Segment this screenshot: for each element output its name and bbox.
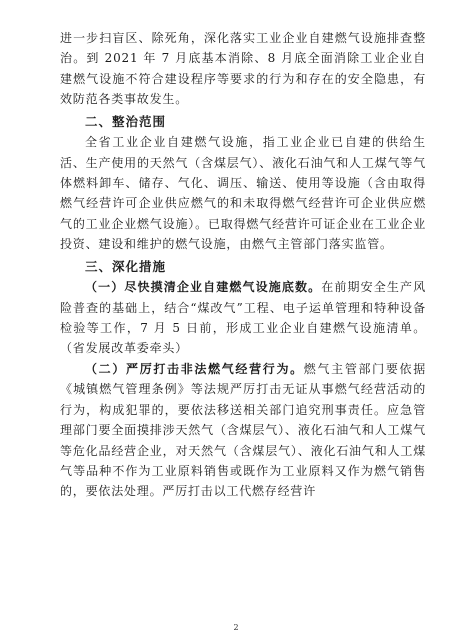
measure-1-lead: （一）尽快摸清企业自建燃气设施底数。 bbox=[85, 280, 322, 295]
paragraph-measure-1 bbox=[60, 277, 426, 359]
document-body bbox=[60, 28, 426, 502]
measure-1-text: 在前期安全生产风险普查的基础上，结合“煤改气”工程、电子运单管理和特种设备检验等工作，7 月 5 日前，形成工业企业自建燃气设施清单。（省发展改革委牵头） bbox=[60, 280, 426, 356]
paragraph-measure-2 bbox=[60, 359, 426, 502]
section-heading-measures: 三、深化措施 bbox=[85, 258, 167, 274]
page-number: 2 bbox=[233, 623, 239, 632]
measure-2-text: 燃气主管部门要依据《城镇燃气管理条例》等法规严厉打击无证从事燃气经营活动的行为，构成犯罪的，要依法移送相关部门追究刑事责任。应急管理部门要全面摸排涉天然气（含煤层气）、液化石油气和人工煤气等危化品经营企业，对天然气（含煤层气）、液化石油气和人工煤气等品种不作为工业原料销售或既作为工业原料又作为燃气销售的，要依法处理。严厉打击以工代燃存经营许 bbox=[60, 361, 426, 499]
section-heading-scope: 二、整治范围 bbox=[85, 113, 167, 129]
paragraph-intro: 进一步扫盲区、除死角，深化落实工业企业自建燃气设施排查整治。到 2021 年 7 月底基本消除、8 月底全面消除工业企业自建燃气设施不符合建设程序等要求的行为和存在的安全隐患，有效防范各类事故发生。 bbox=[60, 31, 426, 107]
paragraph-scope: 全省工业企业自建燃气设施，指工业企业已自建的供给生活、生产使用的天然气（含煤层气）、液化石油气和人工煤气等气体燃料卸车、储存、气化、调压、输送、使用等设施（含由取得燃气经营许可企业供应燃气的和未取得燃气经营许可企业供应燃气的工业企业燃气设施）。已取得燃气经营许可证企业在工业企业投资、建设和维护的燃气设施，由燃气主管部门落实监管。 bbox=[60, 135, 426, 252]
measure-2-lead: （二）严厉打击非法燃气经营行为。 bbox=[85, 361, 304, 376]
